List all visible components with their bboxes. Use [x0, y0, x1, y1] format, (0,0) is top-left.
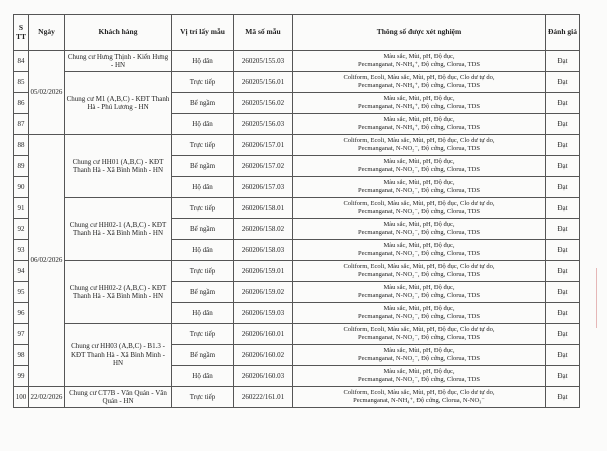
stt-cell: 93 [14, 240, 29, 261]
stt-cell: 98 [14, 345, 29, 366]
header-params: Thông số được xét nghiệm [293, 15, 546, 51]
table-body [14, 51, 580, 408]
location-cell: Hộ dân [172, 240, 234, 261]
table-row [14, 261, 580, 282]
location-cell: Bể ngầm [172, 345, 234, 366]
params-cell [293, 261, 546, 282]
location-cell: Trực tiếp [172, 135, 234, 156]
sample-code-cell: 260206/158.03 [234, 240, 293, 261]
params-line: Màu sắc, Mùi, pH, Độ đục, [383, 367, 455, 375]
stt-cell: 90 [14, 177, 29, 198]
sample-code-cell: 260205/156.01 [234, 72, 293, 93]
sample-code-cell: 260206/158.02 [234, 219, 293, 240]
sample-code-cell: 260206/158.01 [234, 198, 293, 219]
params-line: Màu sắc, Mùi, pH, Độ đục, [383, 346, 455, 354]
location-cell: Trực tiếp [172, 198, 234, 219]
result-cell: Đạt [546, 135, 580, 156]
params-line: Màu sắc, Mùi, pH, Độ đục, [383, 283, 455, 291]
params-line: Pecmanganat, N-NO₂⁻, Độ cứng, Clorua, TDS [358, 250, 480, 257]
params-cell [293, 114, 546, 135]
sample-code-cell: 260206/157.01 [234, 135, 293, 156]
table-row [14, 135, 580, 156]
params-line: Pecmanganat, N-NO₂⁻, Độ cứng, Clorua, TDS [358, 166, 480, 173]
header-date: Ngày [29, 15, 65, 51]
params-cell [293, 93, 546, 114]
header-sample-code: Mã số mẫu [234, 15, 293, 51]
params-cell [293, 303, 546, 324]
sample-code-cell: 260205/155.03 [234, 51, 293, 72]
params-cell [293, 345, 546, 366]
stt-cell: 84 [14, 51, 29, 72]
result-cell: Đạt [546, 261, 580, 282]
params-cell [293, 198, 546, 219]
params-line: Màu sắc, Mùi, pH, Độ đục, [383, 241, 455, 249]
location-cell: Trực tiếp [172, 387, 234, 408]
result-cell: Đạt [546, 324, 580, 345]
location-cell: Hộ dân [172, 51, 234, 72]
location-cell: Bể ngầm [172, 156, 234, 177]
params-line: Pecmanganat, N-NH₄⁺, Độ cứng, Clorua, TDS [358, 61, 480, 68]
params-cell [293, 72, 546, 93]
params-line: Màu sắc, Mùi, pH, Độ đục, [383, 52, 455, 60]
location-cell: Hộ dân [172, 303, 234, 324]
result-cell: Đạt [546, 177, 580, 198]
params-cell [293, 156, 546, 177]
customer-cell: Chung cư HH01 (A,B,C) - KĐT Thanh Hà - Xã Bình Minh - HN [65, 135, 172, 198]
params-line: Pecmanganat, N-NO₂⁻, Độ cứng, Clorua, TDS [358, 355, 480, 362]
date-cell: 22/02/2026 [29, 387, 65, 408]
params-line: Coliform, Ecoli, Màu sắc, Mùi, pH, Độ đục, Clo dư tự do, [343, 262, 495, 270]
sample-code-cell: 260206/160.02 [234, 345, 293, 366]
stt-cell: 94 [14, 261, 29, 282]
location-cell: Trực tiếp [172, 324, 234, 345]
location-cell: Bể ngầm [172, 93, 234, 114]
result-cell: Đạt [546, 114, 580, 135]
params-line: Pecmanganat, N-NO₂⁻, Độ cứng, Clorua, TDS [358, 313, 480, 320]
result-cell: Đạt [546, 345, 580, 366]
header-result: Đánh giá [546, 15, 580, 51]
stamp-mark [596, 268, 607, 328]
params-line: Màu sắc, Mùi, pH, Độ đục, [383, 304, 455, 312]
params-line: Pecmanganat, N-NO₂⁻, Độ cứng, Clorua, TDS [358, 187, 480, 194]
params-line: Pecmanganat, N-NO₂⁻, Độ cứng, Clorua, TDS [358, 376, 480, 383]
stt-cell: 97 [14, 324, 29, 345]
params-cell [293, 135, 546, 156]
sample-code-cell: 260206/157.02 [234, 156, 293, 177]
params-line: Pecmanganat, N-NO₂⁻, Độ cứng, Clorua, TDS [358, 292, 480, 299]
params-cell [293, 177, 546, 198]
date-cell: 06/02/2026 [29, 135, 65, 387]
params-line: Màu sắc, Mùi, pH, Độ đục, [383, 220, 455, 228]
location-cell: Hộ dân [172, 177, 234, 198]
params-line: Pecmanganat, N-NO₂⁻, Độ cứng, Clorua, TDS [358, 145, 480, 152]
stt-cell: 89 [14, 156, 29, 177]
header-location: Vị trí lấy mẫu [172, 15, 234, 51]
params-line: Pecmanganat, N-NO₂⁻, Độ cứng, Clorua, TDS [358, 208, 480, 215]
location-cell: Hộ dân [172, 366, 234, 387]
result-cell: Đạt [546, 72, 580, 93]
customer-cell: Chung cư HH02-1 (A,B,C) - KĐT Thanh Hà - Xã Bình Minh - HN [65, 198, 172, 261]
stt-cell: 88 [14, 135, 29, 156]
params-line: Màu sắc, Mùi, pH, Độ đục, [383, 94, 455, 102]
stt-cell: 92 [14, 219, 29, 240]
params-line: Màu sắc, Mùi, pH, Độ đục, [383, 115, 455, 123]
stt-cell: 100 [14, 387, 29, 408]
result-cell: Đạt [546, 282, 580, 303]
params-line: Coliform, Ecoli, Màu sắc, Mùi, pH, Độ đục, Clo dư tự do, [343, 199, 495, 207]
location-cell: Trực tiếp [172, 261, 234, 282]
params-line: Màu sắc, Mùi, pH, Độ đục, [383, 157, 455, 165]
sample-code-cell: 260205/156.02 [234, 93, 293, 114]
params-line: Coliform, Ecoli, Màu sắc, Mùi, pH, Độ đục, Clo dư tự do, [343, 136, 495, 144]
header-stt: S TT [14, 15, 29, 51]
stt-cell: 96 [14, 303, 29, 324]
params-cell [293, 240, 546, 261]
stt-cell: 85 [14, 72, 29, 93]
sample-code-cell: 260206/159.03 [234, 303, 293, 324]
header-customer: Khách hàng [65, 15, 172, 51]
params-cell [293, 324, 546, 345]
params-line: Pecmanganat, N-NH₄⁺, Độ cứng, Clorua, TDS [358, 103, 480, 110]
params-line: Pecmanganat, N-NH₄⁺, Độ cứng, Clorua, N-NO₃⁻ [353, 397, 485, 404]
stt-cell: 99 [14, 366, 29, 387]
customer-cell: Chung cư CT7B - Văn Quán - Văn Quán - HN [65, 387, 172, 408]
sample-code-cell: 260222/161.01 [234, 387, 293, 408]
result-cell: Đạt [546, 156, 580, 177]
params-cell [293, 219, 546, 240]
result-cell: Đạt [546, 387, 580, 408]
sample-code-cell: 260206/159.02 [234, 282, 293, 303]
header-row [14, 15, 580, 51]
params-line: Pecmanganat, N-NO₂⁻, Độ cứng, Clorua, TDS [358, 334, 480, 341]
params-cell [293, 387, 546, 408]
table-row [14, 324, 580, 345]
stt-cell: 91 [14, 198, 29, 219]
customer-cell: Chung cư M1 (A,B,C) - KĐT Thanh Hà - Phú Lương - HN [65, 72, 172, 135]
stt-cell: 95 [14, 282, 29, 303]
result-cell: Đạt [546, 219, 580, 240]
params-line: Pecmanganat, N-NO₂⁻, Độ cứng, Clorua, TDS [358, 229, 480, 236]
customer-cell: Chung cư HH03 (A,B,C) - B1.3 - KĐT Thanh Hà - Xã Bình Minh - HN [65, 324, 172, 387]
params-line: Pecmanganat, N-NH₄⁺, Độ cứng, Clorua, TDS [358, 124, 480, 131]
result-cell: Đạt [546, 240, 580, 261]
params-cell [293, 366, 546, 387]
sample-code-cell: 260205/156.03 [234, 114, 293, 135]
results-table [13, 14, 580, 408]
stt-cell: 87 [14, 114, 29, 135]
params-line: Coliform, Ecoli, Màu sắc, Mùi, pH, Độ đục, Clo dư tự do, [343, 325, 495, 333]
params-line: Pecmanganat, N-NH₄⁺, Độ cứng, Clorua, TDS [358, 82, 480, 89]
result-cell: Đạt [546, 51, 580, 72]
params-line: Màu sắc, Mùi, pH, Độ đục, [383, 178, 455, 186]
sample-code-cell: 260206/157.03 [234, 177, 293, 198]
location-cell: Hộ dân [172, 114, 234, 135]
params-line: Coliform, Ecoli, Màu sắc, Mùi, pH, Độ đục, Clo dư tự do, [343, 388, 495, 396]
result-cell: Đạt [546, 198, 580, 219]
params-line: Coliform, Ecoli, Màu sắc, Mùi, pH, Độ đục, Clo dư tự do, [343, 73, 495, 81]
table-row [14, 198, 580, 219]
location-cell: Bể ngầm [172, 282, 234, 303]
customer-cell: Chung cư Hưng Thịnh - Kiến Hưng - HN [65, 51, 172, 72]
sample-code-cell: 260206/160.01 [234, 324, 293, 345]
sample-code-cell: 260206/159.01 [234, 261, 293, 282]
table-row [14, 387, 580, 408]
date-cell: 05/02/2026 [29, 51, 65, 135]
params-line: Pecmanganat, N-NO₂⁻, Độ cứng, Clorua, TDS [358, 271, 480, 278]
stt-cell: 86 [14, 93, 29, 114]
result-cell: Đạt [546, 303, 580, 324]
result-cell: Đạt [546, 366, 580, 387]
location-cell: Bể ngầm [172, 219, 234, 240]
table-row [14, 72, 580, 93]
result-cell: Đạt [546, 93, 580, 114]
params-cell [293, 282, 546, 303]
location-cell: Trực tiếp [172, 72, 234, 93]
params-cell [293, 51, 546, 72]
table-row [14, 51, 580, 72]
sample-code-cell: 260206/160.03 [234, 366, 293, 387]
customer-cell: Chung cư HH02-2 (A,B,C) - KĐT Thanh Hà - Xã Bình Minh - HN [65, 261, 172, 324]
